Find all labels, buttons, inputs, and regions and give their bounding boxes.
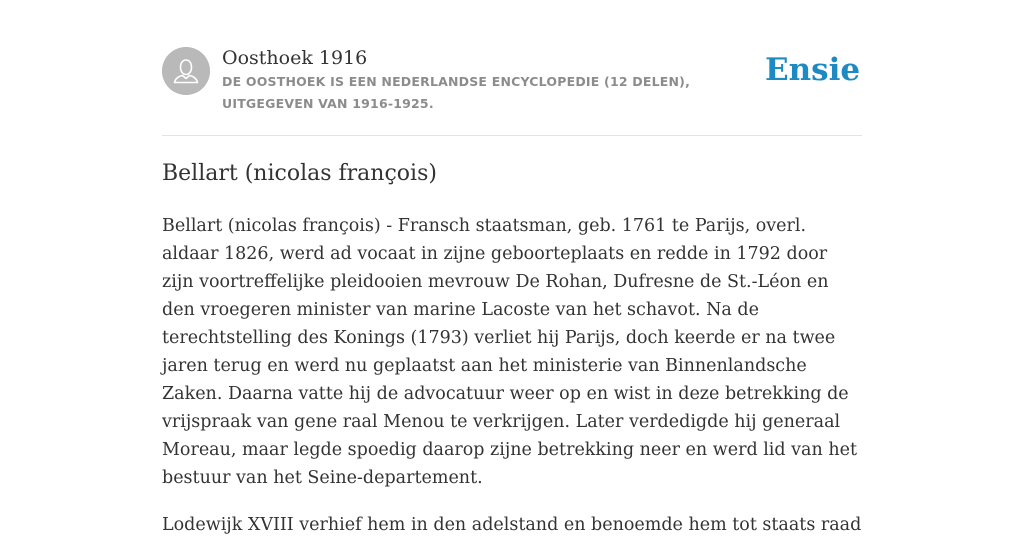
page-title: Bellart (nicolas françois)	[162, 161, 437, 186]
source-name[interactable]: Oosthoek 1916	[222, 47, 368, 69]
user-icon	[162, 47, 210, 95]
article-paragraph: Bellart (nicolas françois) - Fransch staatsman, geb. 1761 te Parijs, overl. aldaar 1826, werd ad vocaat in zijne geboorteplaats en redde in 1792 door zijn voortreffelijke pleidooien mevrouw De Rohan, Dufresne de St.-Léon en den vroegeren minister van marine Lacoste van het schavot. Na de terechtstelling des Konings (1793) verliet hij Parijs, doch keerde er na twee jaren terug en werd nu geplaatst aan het ministerie van Binnenlandsche Zaken. Daarna vatte hij de advocatuur weer op en wist in deze betrekking de vrijspraak van gene raal Menou te verkrijgen. Later verdedigde hij generaal Moreau, maar legde spoedig daarop zijne betrekking neer en werd lid van het bestuur van het Seine-departement.	[162, 216, 857, 488]
source-description: DE OOSTHOEK IS EEN NEDERLANDSE ENCYCLOPEDIE (12 DELEN), UITGEGEVEN VAN 1916-1925.	[222, 74, 691, 111]
avatar[interactable]	[162, 47, 210, 95]
ensie-logo[interactable]: Ensie	[765, 52, 861, 88]
source-header	[162, 0, 862, 136]
article-body	[162, 212, 864, 558]
article-page	[162, 0, 862, 535]
article-paragraph: Lodewijk XVIII verhief hem in den adelstand en benoemde hem tot staats raad	[162, 515, 862, 535]
